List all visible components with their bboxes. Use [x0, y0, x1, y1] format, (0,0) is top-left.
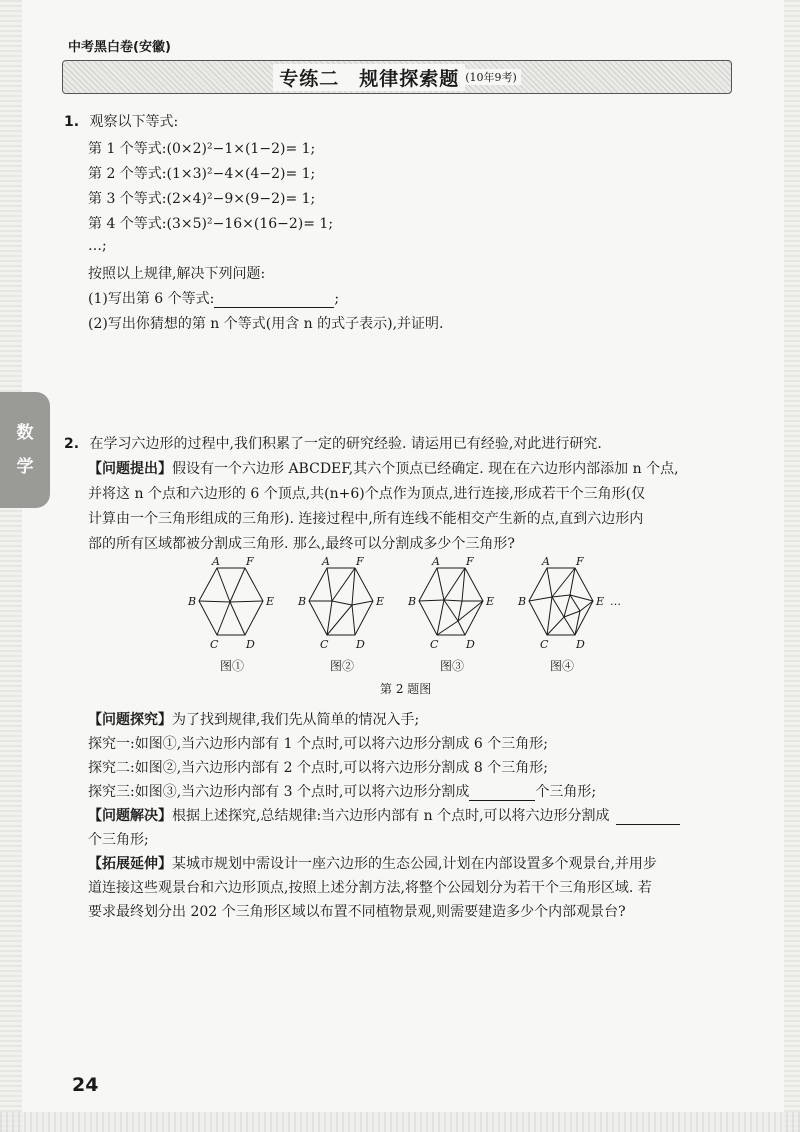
fig3-label-b: B [408, 595, 417, 608]
figure-4-drawing [529, 568, 593, 635]
q1-instruction: 按照以上规律,解决下列问题: [88, 266, 266, 282]
fig1-caption: 图① [220, 659, 245, 673]
fig2-label-b: B [298, 595, 307, 608]
figure-3-drawing [419, 568, 483, 635]
q2-extend-label: 【拓展延伸】 [88, 856, 172, 872]
q2-explore3-prefix: 探究三:如图③,当六边形内部有 3 个点时,可以将六边形分割成 [88, 784, 470, 800]
q2-intro-line [64, 433, 602, 453]
fig2-label-a: A [322, 555, 330, 568]
q1-ellipsis: …; [88, 238, 107, 254]
fig1-label-d: D [246, 638, 255, 651]
fig2-label-d: D [356, 638, 365, 651]
fig2-label-f: F [356, 555, 364, 568]
section-title-bar [62, 60, 732, 94]
fig4-label-b: B [518, 595, 527, 608]
fig1-label-c: C [210, 638, 219, 651]
hexagon-figures [180, 555, 640, 655]
q1-intro-line [64, 111, 178, 131]
fig1-label-e: E [266, 595, 275, 608]
fig3-label-d: D [466, 638, 475, 651]
q2-explore2: 探究二:如图②,当六边形内部有 2 个点时,可以将六边形分割成 8 个三角形; [88, 760, 548, 776]
fig3-caption: 图③ [440, 659, 465, 673]
q2-solve-line [88, 805, 680, 825]
q1-number: 1. [64, 114, 80, 130]
q2-problem-line2: 并将这 n 个点和六边形的 6 个顶点,共(n+6)个点作为顶点,进行连接,形成若干个三角形(仅 [88, 486, 646, 502]
fig3-label-e: E [486, 595, 495, 608]
fig4-label-f: F [576, 555, 584, 568]
section-title-note: (10年9考) [465, 69, 521, 85]
q2-extend-line2: 道连接这些观景台和六边形顶点,按照上述分割方法,将整个公园划分为若干个三角形区域. 若 [88, 880, 652, 896]
figure-2-drawing [309, 568, 373, 635]
q2-explore1: 探究一:如图①,当六边形内部有 1 个点时,可以将六边形分割成 6 个三角形; [88, 736, 548, 752]
q1-intro: 观察以下等式: [89, 114, 179, 130]
q2-explore-line [88, 709, 419, 729]
fig4-caption: 图④ [550, 659, 575, 673]
figure-1-drawing [199, 568, 263, 635]
q1-part1-line [88, 288, 339, 308]
q1-eq2: 第 2 个等式:(1×3)²−4×(4−2)= 1; [88, 166, 316, 182]
figure-caption: 第 2 题图 [380, 682, 432, 696]
q2-explore-intro: 为了找到规律,我们先从简单的情况入手; [172, 712, 420, 728]
fig4-label-a: A [542, 555, 550, 568]
subject-side-tab [0, 392, 50, 508]
q2-problem-line4: 部的所有区域都被分割成三角形. 那么,最终可以分割成多少个三角形? [88, 536, 515, 552]
q2-extend-line3: 要求最终划分出 202 个三角形区域以布置不同植物景观,则需要建造多少个内部观景台? [88, 904, 626, 920]
q2-explore3-line [88, 781, 596, 801]
q2-number: 2. [64, 436, 80, 452]
q2-explore3-suffix: 个三角形; [535, 784, 597, 800]
scan-edge-left [0, 0, 22, 1132]
q2-extend-text1: 某城市规划中需设计一座六边形的生态公园,计划在内部设置多个观景台,并用步 [172, 856, 657, 872]
q1-eq1: 第 1 个等式:(0×2)²−1×(1−2)= 1; [88, 141, 316, 157]
fig4-label-d: D [576, 638, 585, 651]
running-head: 中考黑白卷(安徽) [68, 40, 171, 55]
scan-edge-right [784, 0, 800, 1132]
scan-edge-bottom [0, 1112, 800, 1132]
q2-explore3-blank[interactable] [469, 786, 535, 801]
fig1-label-f: F [246, 555, 254, 568]
side-tab-char-2: 学 [16, 457, 34, 477]
q2-problem-line1 [88, 458, 679, 478]
q2-solve-blank[interactable] [616, 810, 680, 825]
q2-intro: 在学习六边形的过程中,我们积累了一定的研究经验. 请运用已有经验,对此进行研究. [89, 436, 602, 452]
q2-solve-suffix: 个三角形; [88, 832, 149, 848]
fig4-label-e: E [596, 595, 605, 608]
fig2-caption: 图② [330, 659, 355, 673]
fig4-ellipsis: … [610, 595, 621, 608]
q2-problem-line3: 计算由一个三角形组成的三角形). 连接过程中,所有连线不能相交产生新的点,直到六边形内 [88, 511, 644, 527]
q2-solve-text: 根据上述探究,总结规律:当六边形内部有 n 个点时,可以将六边形分割成 [172, 808, 610, 824]
q2-problem-label: 【问题提出】 [88, 461, 172, 477]
q2-extend-line1 [88, 853, 657, 873]
fig2-label-e: E [376, 595, 385, 608]
fig3-label-f: F [466, 555, 474, 568]
fig1-label-b: B [188, 595, 197, 608]
q2-problem-text1: 假设有一个六边形 ABCDEF,其六个顶点已经确定. 现在在六边形内部添加 n 个点, [172, 461, 679, 477]
q2-solve-label: 【问题解决】 [88, 808, 172, 824]
q1-part1-suffix: ; [334, 291, 340, 307]
page-number: 24 [72, 1074, 99, 1096]
q1-part1-prefix: (1)写出第 6 个等式: [88, 291, 215, 307]
fig1-label-a: A [212, 555, 220, 568]
q1-part2: (2)写出你猜想的第 n 个等式(用含 n 的式子表示),并证明. [88, 316, 444, 332]
figure-4-labels [517, 555, 621, 651]
q1-eq4: 第 4 个等式:(3×5)²−16×(16−2)= 1; [88, 216, 334, 232]
q1-eq3: 第 3 个等式:(2×4)²−9×(9−2)= 1; [88, 191, 316, 207]
fig4-label-c: C [540, 638, 549, 651]
q1-part1-blank[interactable] [214, 293, 334, 308]
fig3-label-c: C [430, 638, 439, 651]
q2-explore-label: 【问题探究】 [88, 712, 172, 728]
side-tab-char-1: 数 [16, 423, 34, 443]
section-title: 专练二 规律探索题 [273, 64, 465, 91]
fig3-label-a: A [432, 555, 440, 568]
fig2-label-c: C [320, 638, 329, 651]
